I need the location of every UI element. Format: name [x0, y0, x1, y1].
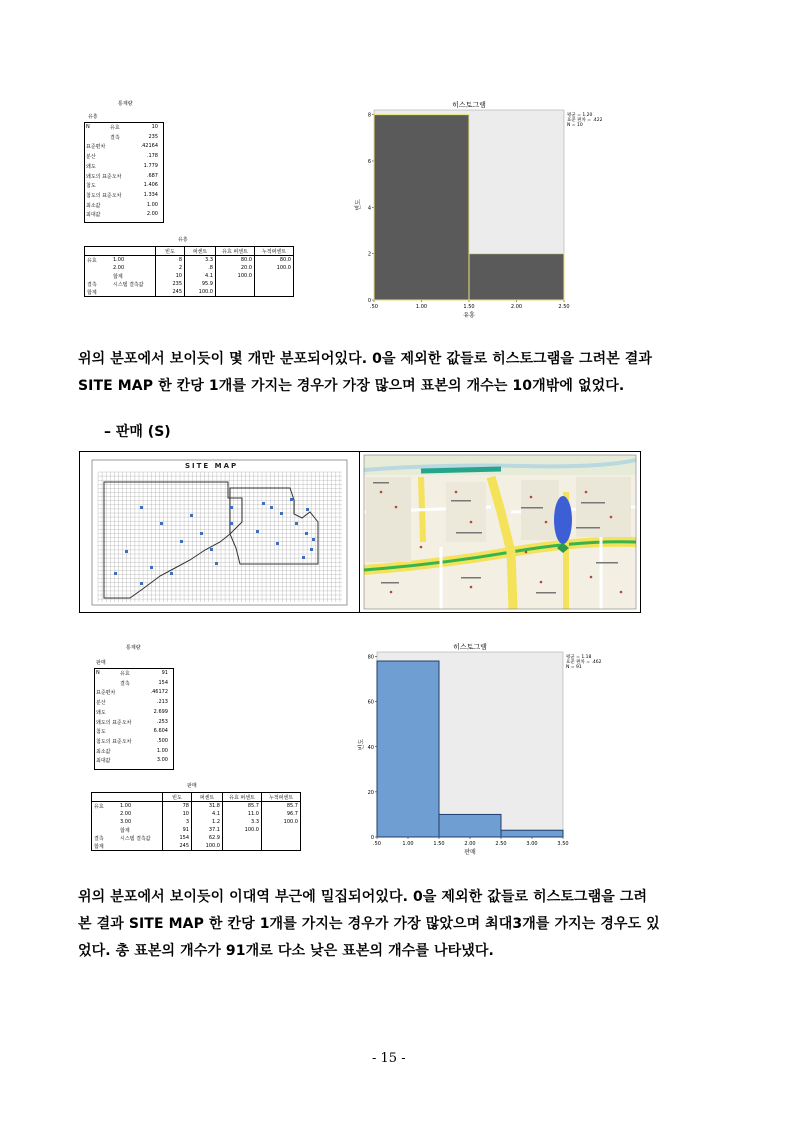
stats-row: [86, 211, 162, 220]
freq-header-cell: 누적퍼센트: [262, 793, 301, 802]
sitemap-dot: [125, 550, 128, 553]
freq-cell: 37.1: [192, 826, 223, 834]
freq-row: [85, 288, 294, 297]
freq-cell: 100.0: [262, 818, 301, 826]
freq-cell: [92, 810, 119, 818]
freq-cell: [85, 264, 112, 272]
histogram-2: [358, 640, 620, 865]
stats-row: [86, 143, 162, 152]
sitemap-title: SITE MAP: [185, 462, 239, 470]
stats-row-label: 왜도: [96, 709, 106, 716]
freq-cell: 85.7: [223, 802, 262, 811]
freq-cell: 시스템 결측값: [120, 835, 151, 842]
freq-row: [92, 810, 301, 818]
freq-cell: .8: [185, 264, 216, 272]
page-number: - 15 -: [372, 1051, 406, 1066]
freq-cell: [262, 826, 301, 834]
freq-cell: 78: [163, 802, 192, 811]
freq-cell: 100.0: [185, 288, 216, 297]
freq-cell: 합계: [94, 843, 104, 850]
paragraph-1: [78, 346, 724, 400]
freq-row: [92, 834, 301, 842]
freq-cell: 80.0: [255, 256, 294, 265]
freq-cell: 31.8: [192, 802, 223, 811]
stats-row-label: 왜도의 표준오차: [86, 173, 122, 180]
stats-row-label: 표준편차: [96, 690, 116, 697]
freq-cell: 100.0: [192, 842, 223, 851]
road-map-panel: [361, 452, 639, 612]
freq-row: [85, 272, 294, 280]
freq-header-cell: [85, 247, 112, 256]
sitemap-dot: [190, 514, 193, 517]
x-axis-label: 판매: [464, 849, 476, 856]
y-tick-label: 8: [367, 112, 371, 119]
stats-row-label: N: [86, 124, 90, 130]
stats-row-value: .178: [146, 153, 158, 160]
stats-row-value: 1.406: [143, 182, 158, 189]
freq-cell: [255, 288, 294, 297]
freq-cell: 합계: [87, 289, 97, 296]
sitemap-dot: [310, 548, 313, 551]
histogram-1-svg: [356, 100, 616, 325]
freq-cell: 245: [163, 842, 192, 851]
freq-title: 유흥: [178, 237, 188, 243]
sitemap-dot: [295, 522, 298, 525]
freq-row: [92, 842, 301, 851]
freq-row: [85, 280, 294, 288]
freq-cell: 결측: [94, 835, 104, 842]
x-tick-label: 2.00: [510, 304, 523, 310]
stats-table-1: [84, 100, 174, 225]
histogram-bar: [374, 115, 469, 300]
x-tick-label: 1.00: [402, 841, 414, 847]
legend-entry: N = 10: [567, 123, 583, 128]
histogram-1: [356, 100, 616, 325]
stats-row-label: 표준편차: [86, 144, 106, 151]
sitemap-dot: [312, 538, 315, 541]
stats-row-value: 154: [158, 679, 168, 686]
sitemap-image: [80, 452, 359, 612]
freq-row: [92, 826, 301, 834]
freq-cell: [216, 288, 255, 297]
paragraph-1-line-1: 위의 분포에서 보이듯이 몇 개만 분포되어있다. 0을 제외한 값들로 히스토그램을 그려본 결과: [78, 351, 653, 367]
stats-row: [96, 748, 172, 757]
stats-row-value: 235: [148, 133, 158, 140]
histogram-bar: [501, 830, 563, 837]
freq-header-cell: 퍼센트: [185, 247, 216, 256]
freq-cell: [223, 834, 262, 842]
stats-row-label: 왜도: [86, 163, 96, 170]
stats-var-label: 판매: [96, 660, 106, 666]
x-tick-label: 1.00: [415, 304, 428, 310]
freq-cell: [111, 288, 156, 297]
sitemap-dot: [160, 522, 163, 525]
freq-cell: 8: [156, 256, 185, 265]
stats-row-label: 분산: [86, 154, 96, 161]
stats-row: [96, 738, 172, 747]
stats-row-value: 1.00: [146, 201, 158, 208]
stats-row: [96, 719, 172, 728]
stats-row: [86, 163, 162, 172]
sitemap-dot: [290, 498, 293, 501]
x-tick-label: 2.00: [464, 841, 476, 847]
legend-entry: 표준 편차 = .462: [566, 660, 602, 665]
freq-title: 판매: [187, 783, 197, 789]
freq-cell: [216, 280, 255, 288]
stats-row-label: 최대값: [86, 212, 101, 219]
freq-cell: 100.0: [216, 272, 255, 280]
freq-cell: [85, 272, 112, 280]
y-tick-label: 2: [367, 251, 371, 258]
y-tick-label: 4: [367, 205, 371, 212]
y-tick-label: 20: [367, 789, 374, 796]
sitemap-dot: [230, 522, 233, 525]
stats-row: [96, 699, 172, 708]
sitemap-panel: [80, 452, 360, 612]
stats-row-value: 1.779: [143, 162, 158, 169]
freq-grid: [84, 246, 294, 297]
x-tick-label: .50: [373, 841, 381, 847]
freq-cell: 245: [156, 288, 185, 297]
freq-cell: [255, 272, 294, 280]
paragraph-2: [78, 884, 724, 965]
stats-title: 통계량: [118, 101, 133, 107]
stats-row: [96, 757, 172, 766]
stats-row-sub: 결측: [120, 680, 130, 687]
freq-cell: 3.3: [223, 818, 262, 826]
freq-cell: 95.9: [185, 280, 216, 288]
sitemap-dot: [200, 532, 203, 535]
stats-row-value: 91: [161, 670, 168, 676]
y-tick-label: 6: [367, 158, 371, 165]
freq-cell: 1.2: [192, 818, 223, 826]
stats-row-value: .42164: [140, 143, 158, 150]
freq-header-cell: 빈도: [163, 793, 192, 802]
section-heading: – 판매 (S): [104, 424, 171, 440]
freq-cell: 20.0: [216, 264, 255, 272]
stats-row: [86, 153, 162, 162]
paragraph-1-line-2: SITE MAP 한 칸당 1개를 가지는 경우가 가장 많으며 표본의 개수는 10개밖에 없었다.: [78, 378, 625, 394]
histogram-bar: [377, 661, 439, 837]
stats-row-label: N: [96, 670, 100, 676]
stats-row: [96, 709, 172, 718]
chart-title: 히스토그램: [453, 643, 487, 651]
freq-header-cell: 빈도: [156, 247, 185, 256]
stats-row: [86, 124, 162, 133]
freq-cell: 합계: [113, 273, 123, 280]
freq-header-cell: [111, 247, 156, 256]
freq-header-cell: [118, 793, 163, 802]
freq-cell: 11.0: [223, 810, 262, 818]
legend-entry: 평균 = 1.20: [567, 113, 593, 118]
paragraph-2-line-3: 었다. 총 표본의 개수가 91개로 다소 낮은 표본의 개수를 나타냈다.: [78, 943, 494, 959]
sitemap-dot: [302, 556, 305, 559]
freq-cell: 4.1: [185, 272, 216, 280]
histogram-bar: [439, 814, 501, 837]
stats-row-label: 첨도의 표준오차: [86, 192, 122, 199]
freq-cell: 3.3: [185, 256, 216, 265]
histogram-bar: [469, 254, 564, 300]
freq-cell: [255, 280, 294, 288]
stats-row: [96, 689, 172, 698]
sitemap-dot: [114, 572, 117, 575]
freq-cell: [262, 842, 301, 851]
stats-var-label: 유흥: [88, 114, 98, 120]
freq-cell: 3: [163, 818, 192, 826]
stats-row-value: 1.334: [143, 191, 158, 198]
sitemap-dot: [306, 508, 309, 511]
stats-row-sub: 유효: [120, 671, 130, 677]
sitemap-dot: [305, 532, 308, 535]
freq-cell: 유효: [87, 257, 97, 264]
stats-row: [86, 173, 162, 182]
stats-row: [96, 680, 172, 689]
y-tick-label: 40: [367, 744, 374, 751]
stats-row-label: 분산: [96, 700, 106, 707]
y-tick-label: 80: [367, 654, 374, 661]
x-tick-label: .50: [370, 304, 378, 310]
y-tick-label: 60: [367, 699, 374, 706]
freq-cell: 96.7: [262, 810, 301, 818]
sitemap-dot: [262, 502, 265, 505]
sitemap-dot: [210, 548, 213, 551]
freq-cell: 4.1: [192, 810, 223, 818]
y-tick-label: 0: [367, 298, 371, 304]
freq-header-cell: 누적퍼센트: [255, 247, 294, 256]
freq-header-cell: 유효 퍼센트: [216, 247, 255, 256]
freq-row: [92, 802, 301, 811]
sitemap-dot: [256, 530, 259, 533]
stats-row-value: 3.00: [156, 757, 168, 764]
stats-row: [96, 728, 172, 737]
stats-row-sub: 유효: [110, 125, 120, 131]
stats-row-value: .253: [156, 718, 168, 725]
freq-cell: 합계: [120, 827, 130, 834]
stats-row-value: .500: [156, 737, 168, 744]
sitemap-dot: [180, 540, 183, 543]
freq-cell: 235: [156, 280, 185, 288]
stats-row-label: 왜도의 표준오차: [96, 719, 132, 726]
stats-title: 통계량: [126, 645, 141, 651]
freq-cell: 1.00: [113, 257, 125, 263]
freq-cell: 10: [156, 272, 185, 280]
freq-cell: 154: [163, 834, 192, 842]
freq-row: [85, 264, 294, 272]
x-tick-label: 2.50: [558, 304, 570, 310]
freq-table-2: [91, 782, 301, 868]
x-tick-label: 1.50: [463, 304, 475, 310]
freq-cell: 100.0: [223, 826, 262, 834]
freq-cell: 100.0: [255, 264, 294, 272]
stats-row-label: 첨도: [96, 729, 106, 736]
freq-cell: 유효: [94, 803, 104, 810]
x-tick-label: 3.50: [557, 841, 569, 847]
freq-cell: [92, 818, 119, 826]
x-tick-label: 2.50: [495, 841, 507, 847]
freq-grid: [91, 792, 301, 851]
freq-row: [92, 818, 301, 826]
y-axis-label: 빈도: [355, 199, 362, 211]
chart-title: 히스토그램: [452, 101, 486, 109]
sitemap-dot: [276, 542, 279, 545]
sitemap-dot: [140, 506, 143, 509]
freq-table-1: [84, 236, 294, 308]
stats-row-sub: 결측: [110, 134, 120, 141]
freq-cell: 시스템 결측값: [113, 281, 144, 288]
sitemap-dot: [170, 572, 173, 575]
freq-cell: 2.00: [113, 265, 125, 271]
freq-header-cell: 유효 퍼센트: [223, 793, 262, 802]
stats-row-label: 최소값: [96, 748, 111, 755]
y-axis-label: 빈도: [358, 738, 365, 751]
stats-row-label: 최소값: [86, 202, 101, 209]
sitemap-dot: [140, 582, 143, 585]
legend-entry: 표준 편차 = .422: [567, 118, 603, 123]
paragraph-2-line-2: 본 결과 SITE MAP 한 칸당 1개를 가지는 경우가 가장 많았으며 최대3개를 가지는 경우도 있: [78, 916, 660, 932]
x-tick-label: 1.50: [433, 841, 445, 847]
stats-row-value: 2.699: [153, 708, 168, 715]
stats-row-value: 6.604: [153, 728, 168, 735]
stats-row-value: .213: [156, 699, 168, 706]
stats-row: [86, 134, 162, 143]
stats-row-value: .687: [146, 172, 158, 179]
freq-cell: [92, 826, 119, 834]
freq-cell: 80.0: [216, 256, 255, 265]
sitemap-dot: [270, 506, 273, 509]
freq-cell: [118, 842, 163, 851]
stats-row: [96, 670, 172, 679]
paragraph-2-line-1: 위의 분포에서 보이듯이 이대역 부근에 밀집되어있다. 0을 제외한 값들로 히스토그램을 그려: [78, 889, 648, 905]
stats-row-value: 1.00: [156, 747, 168, 754]
freq-cell: 85.7: [262, 802, 301, 811]
freq-cell: [223, 842, 262, 851]
legend-entry: 평균 = 1.18: [566, 655, 592, 660]
legend-entry: N = 91: [566, 665, 582, 670]
stats-row-label: 첨도의 표준오차: [96, 738, 132, 745]
freq-row: [85, 256, 294, 265]
stats-row-value: 10: [151, 124, 158, 130]
sitemap-dot: [280, 512, 283, 515]
stats-row-value: 2.00: [146, 211, 158, 218]
road-map-image: [361, 452, 639, 612]
freq-header-cell: 퍼센트: [192, 793, 223, 802]
stats-row: [86, 202, 162, 211]
stats-row-label: 첨도: [86, 183, 96, 190]
stats-row: [86, 192, 162, 201]
freq-cell: 10: [163, 810, 192, 818]
freq-header-cell: [92, 793, 119, 802]
sitemap-dot: [150, 566, 153, 569]
freq-cell: 3.00: [120, 819, 132, 825]
freq-cell: 2.00: [120, 811, 132, 817]
sitemap-dot: [230, 506, 233, 509]
x-tick-label: 3.00: [526, 841, 538, 847]
freq-cell: 1.00: [120, 803, 132, 809]
y-tick-label: 0: [370, 835, 374, 841]
freq-cell: 62.9: [192, 834, 223, 842]
freq-cell: 결측: [87, 281, 97, 288]
sitemap-dot: [215, 562, 218, 565]
stats-table-2: [94, 644, 184, 769]
stats-row-label: 최대값: [96, 758, 111, 765]
image-box: [79, 451, 641, 613]
freq-cell: [262, 834, 301, 842]
histogram-2-svg: [358, 640, 620, 865]
stats-row-value: .46172: [150, 689, 168, 696]
freq-cell: 2: [156, 264, 185, 272]
x-axis-label: 유흥: [463, 312, 475, 319]
freq-cell: 91: [163, 826, 192, 834]
stats-row: [86, 182, 162, 191]
